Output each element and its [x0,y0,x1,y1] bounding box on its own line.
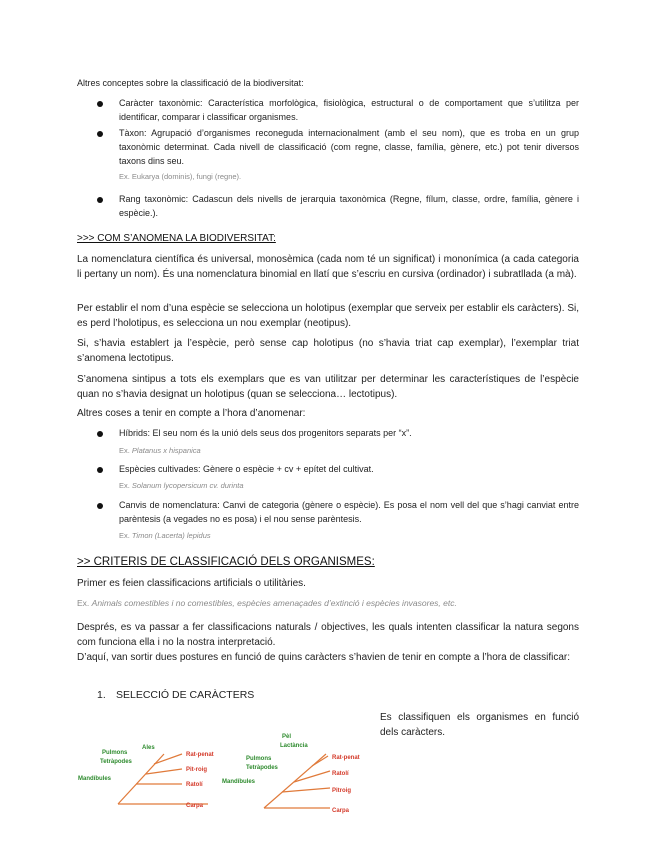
tree-label: Carpa [186,803,204,809]
tree-branch [282,788,330,792]
tree-branch [264,754,326,808]
tree-label: Mandíbules [222,779,256,785]
paragraph: Per establir el nom d’una espècie se selecciona un holotipus (exemplar que serveix per establir els caràcters). Si, es perd l’holotipus, es selecciona un nou exemplar (neotipus). [77,303,579,329]
list-item: Híbrids: El seu nom és la unió dels seus dos progenitors separats per “x”. [119,428,412,438]
list-item: Canvis de nomenclatura: Canvi de categoria (gènere o espècie). Es posa el nom vell del que s’hagi canviat entre parèntesis (a vegades no es posa) i el nou sense parèntesis. [119,500,579,524]
tree-label: Pitroig [332,788,351,794]
tree-branch [146,769,182,774]
example-text: Ex. Eukarya (dominis), fungi (regne). [119,172,242,181]
tree-label: Mandíbules [78,776,112,782]
example-text: Ex. Timon (Lacerta) lepidus [119,531,211,540]
tree-label: Pit-roig [186,767,207,773]
paragraph: D’aquí, van sortir dues postures en funció de quins caràcters s’havien de tenir en compte a l’hora de classificar: [77,652,571,663]
tree-label: Ales [142,745,155,751]
paragraph: La nomenclatura científica és universal, monosèmica (cada nom té un significat) i mononímica (a cada categoria li pertany un nom). És una nomenclatura binomial en llatí que s’escriu en cursiva (ordinador) i subratllada (a mà). [77,254,579,280]
tree-label: Pèl [282,734,292,740]
list-item: Tàxon: Agrupació d’organismes reconeguda internacionalment (amb el seu nom), que es troba en un grup taxonòmic determinat. Cada nivell de classificació (com regne, classe, família, gènere, etc.) pot tenir diversos taxons dins seu. [119,128,579,166]
tree-label: Ratolí [186,782,203,788]
bullet-dot [97,131,103,137]
example-text: Ex. Solanum lycopersicum cv. durinta [119,481,244,490]
tree-label: Ratolí [332,771,349,777]
tree-label: Lactància [280,743,308,749]
list-item: Rang taxonòmic: Cadascun dels nivells de jerarquia taxonòmica (Regne, fílum, classe, ordre, família, gènere i espècie.). [119,194,579,218]
side-text: Es classifiquen els organismes en funció dels caràcters. [380,712,579,738]
paragraph: Després, es va passar a fer classificacions naturals / objectives, les quals intenten classificar la natura segons com funciona ella i no la nostra interpretació. [77,622,579,648]
cladogram-2 [222,730,372,820]
intro-text: Altres conceptes sobre la classificació de la biodiversitat: [77,78,304,88]
paragraph: Si, s’havia establert ja l’espècie, però sense cap holotipus (no s’havia triat cap exemplar), l’exemplar triat s’anomena lectotipus. [77,338,579,364]
cladogram-1 [78,738,218,818]
bullet-dot [97,101,103,107]
bullet-dot [97,431,103,437]
example-text: Ex. Platanus x hispanica [119,446,201,455]
paragraph: S’anomena sintipus a tots els exemplars que es van utilitzar per determinar les característiques de l’espècie quan no s’havia designat un holotipus (quan se selecciona… lectotipus). [77,374,579,400]
paragraph: Altres coses a tenir en compte a l’hora d’anomenar: [77,408,306,419]
section-heading: >> CRITERIS DE CLASSIFICACIÓ DELS ORGANISMES: [77,556,375,568]
bullet-dot [97,467,103,473]
tree-label: Carpa [332,808,350,814]
list-number: 1. [97,689,106,701]
list-item: SELECCIÓ DE CARÀCTERS [116,689,255,701]
tree-branch [154,754,182,764]
tree-label: Tetràpodes [100,759,132,765]
tree-label: Rat-penat [332,755,360,761]
tree-label: Pulmons [102,750,128,756]
bullet-dot [97,197,103,203]
tree-branch [312,756,328,766]
list-item: Caràcter taxonòmic: Característica morfològica, fisiològica, estructural o de comportament que s’utilitza per identificar, comparar i classificar organismes. [119,98,579,122]
tree-label: Tetràpodes [246,765,278,771]
section-heading: >>> COM S’ANOMENA LA BIODIVERSITAT: [77,233,276,244]
tree-label: Pulmons [246,756,272,762]
paragraph: Primer es feien classificacions artificials o utilitàries. [77,578,306,589]
list-item: Espècies cultivades: Gènere o espècie + cv + epítet del cultivat. [119,464,374,474]
example-text: Ex. Animals comestibles i no comestibles, espècies amenaçades d’extinció i espècies invasores, etc. [77,598,457,608]
tree-label: Rat-penat [186,752,214,758]
bullet-dot [97,503,103,509]
